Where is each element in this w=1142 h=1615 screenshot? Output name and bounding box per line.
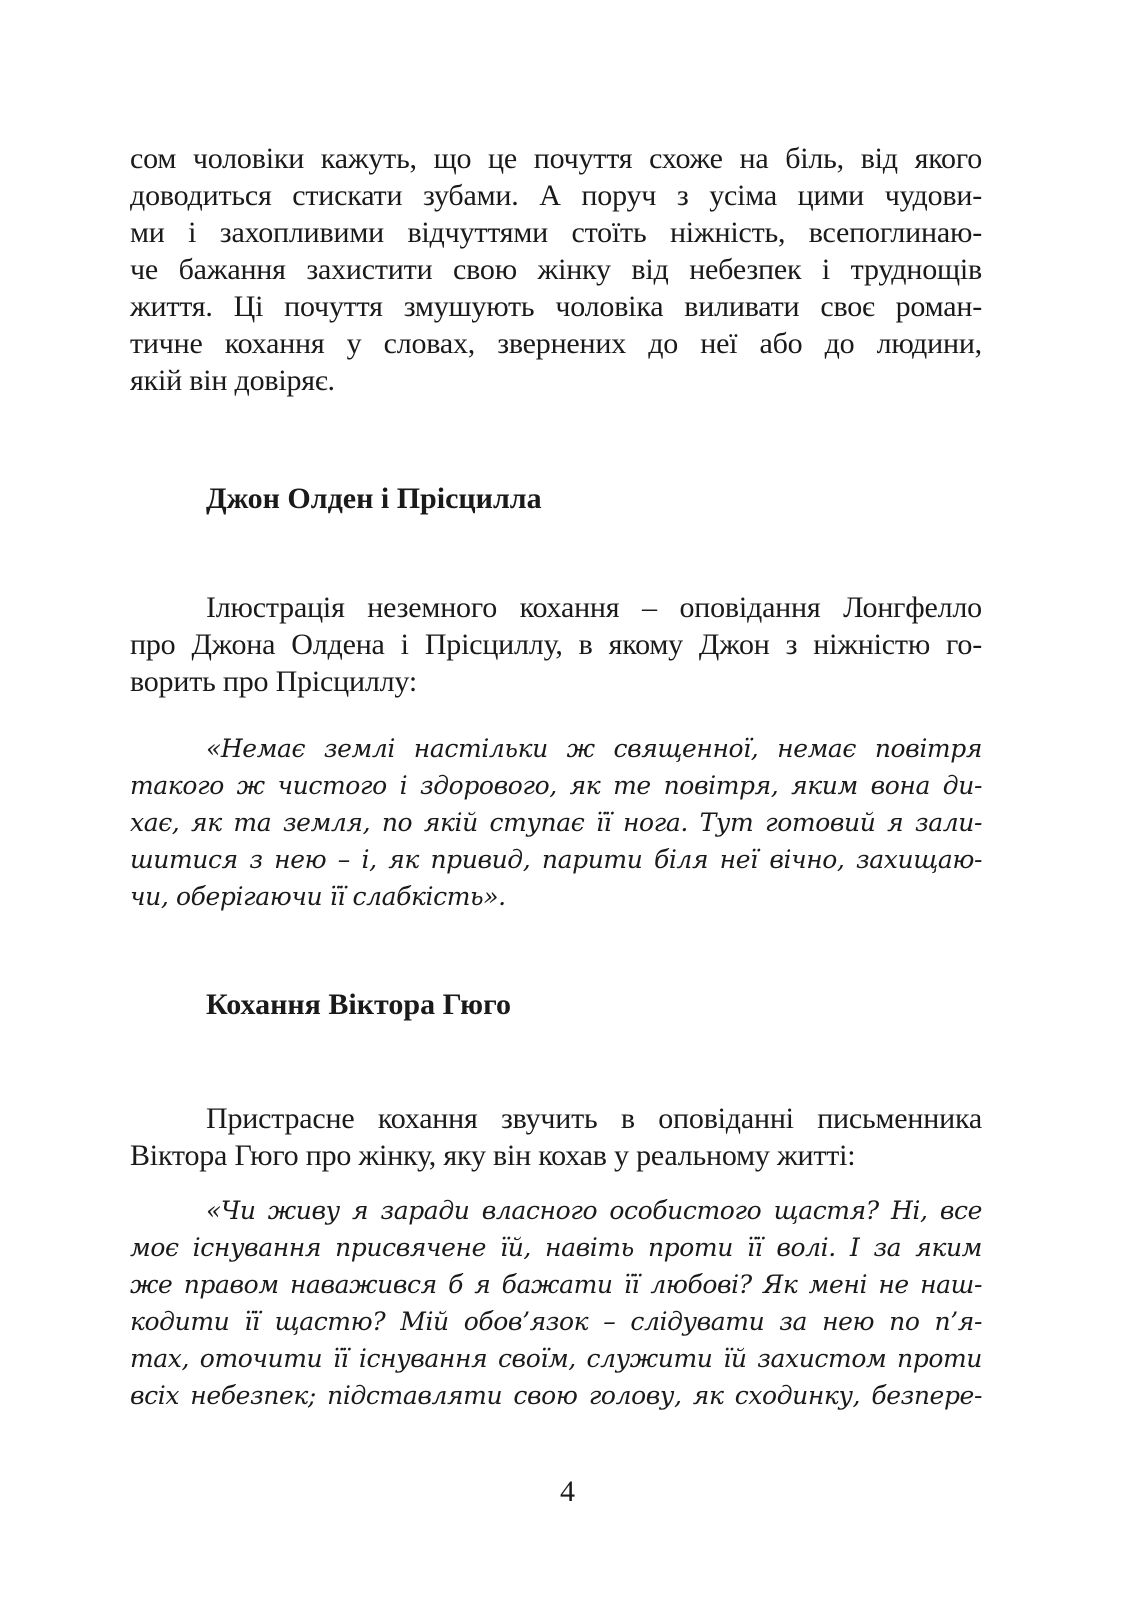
quote-line: такого ж чистого і здорового, як те повітря, яким вона ди- (130, 771, 982, 800)
text-line: ворить про Прісциллу: (130, 665, 417, 698)
text-line: якій він довіряє. (130, 364, 335, 397)
page-number: 4 (560, 1475, 575, 1508)
quote-line: «Чи живу я заради власного особистого щастя? Ні, все (206, 1196, 982, 1225)
paragraph-1 (130, 140, 982, 399)
paragraph-2 (130, 589, 982, 700)
text-line: Пристрасне кохання звучить в оповіданні письменника (206, 1102, 982, 1135)
text-line: Ілюстрація неземного кохання – оповідання Лонгфелло (206, 591, 982, 624)
quote-line: шитися з нею – і, як привид, парити біля неї вічно, захищаю- (130, 845, 982, 874)
quote-line: кодити її щастю? Мій обов’язок – слідувати за нею по п’я- (130, 1307, 982, 1336)
text-line: Віктора Гюго про жінку, яку він кохав у реальному житті: (130, 1139, 856, 1172)
text-line: сом чоловіки кажуть, що це почуття схоже на біль, від якого (130, 142, 982, 175)
quote-line: моє існування присвячене їй, навіть проти її волі. І за яким (130, 1233, 982, 1262)
section-heading-alden: Джон Олден і Прісцилла (206, 482, 542, 515)
text-line: тичне кохання у словах, звернених до неї або до людини, (130, 327, 982, 360)
paragraph-3 (130, 1100, 982, 1174)
quote-line: хає, як та земля, по якій ступає її нога. Тут готовий я зали- (130, 808, 982, 837)
quote-hugo (130, 1192, 982, 1414)
quote-line: тах, оточити її існування своїм, служити їй захистом проти (130, 1344, 982, 1373)
text-line: життя. Ці почуття змушують чоловіка виливати своє роман- (130, 290, 982, 323)
text-line: про Джона Олдена і Прісциллу, в якому Джон з ніжністю го- (130, 628, 982, 661)
section-heading-hugo: Кохання Віктора Гюго (206, 988, 511, 1021)
text-line: ми і захопливими відчуттями стоїть ніжність, всепоглинаю- (130, 216, 982, 249)
quote-longfellow (130, 730, 982, 915)
quote-line: же правом наважився б я бажати її любові? Як мені не наш- (130, 1270, 982, 1299)
text-line: доводиться стискати зубами. А поруч з усіма цими чудови- (130, 179, 982, 212)
text-line: че бажання захистити свою жінку від небезпек і труднощів (130, 253, 982, 286)
quote-line: «Немає землі настільки ж священної, немає повітря (206, 734, 982, 763)
quote-line: всіх небезпек; підставляти свою голову, як сходинку, безпере- (130, 1381, 982, 1410)
quote-line: чи, оберігаючи її слабкість». (130, 882, 506, 911)
